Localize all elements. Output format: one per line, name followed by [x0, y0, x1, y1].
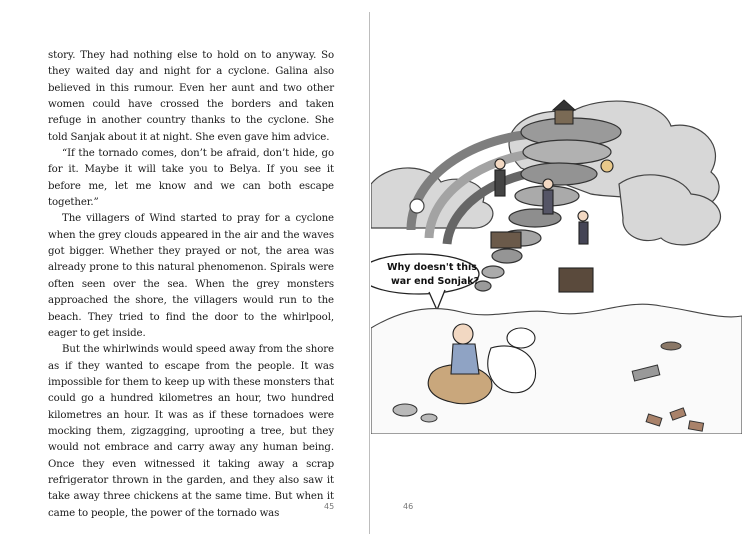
speech-bubble-line2: war end Sonjak?	[391, 276, 480, 287]
right-page	[371, 0, 742, 534]
gutter-divider	[369, 12, 370, 534]
speech-bubble-line1: Why doesn't this	[387, 262, 477, 273]
paragraph: But the whirlwinds would speed away from the shore as if they wanted to escape from the people. It was impossible for them to keep up with these monsters that could go a hundred kilometres an hour, two hundred kilometres an hour. It was as if these tornadoes were mocking them, zigzagging, uprooting a tree, but they would not embrace and carry away any human being. Once they even witnessed it taking away a scrap refrigerator thrown in the garden, and they also saw it take away three chickens at the same time. But when it came to people, the power of the tornado was	[48, 344, 334, 519]
paragraph: “If the tornado comes, don’t be afraid, don’t hide, go for it. Maybe it will take you to Belya. If you see it before me, let me know and we can both escape together.”	[48, 148, 334, 209]
speech-bubble	[371, 254, 479, 310]
flying-house	[553, 100, 575, 124]
left-page	[0, 0, 370, 534]
tornado-illustration	[371, 98, 742, 434]
sun-icon	[410, 199, 424, 213]
page-number-left: 45	[324, 502, 335, 511]
page-number-right: 46	[403, 502, 414, 511]
body-text	[48, 48, 334, 522]
paragraph: story. They had nothing else to hold on to anyway. So they waited day and night for a cyclone. Galina also believed in this rumour. Even her aunt and two other women could have crossed the borders and taken refuge in another country thanks to the cyclone. She told Sanjak about it at night. She even gave him advice.	[48, 50, 334, 143]
paragraph: The villagers of Wind started to pray for a cyclone when the grey clouds appeared in the air and the waves got bigger. Whether they prayed or not, the area was already prone to this natural phenomenon. Spirals were often seen over the sea. When the grey monsters approached the shore, the villagers would run to the beach. They tried to find the door to the whirlpool, eager to get inside.	[48, 213, 334, 339]
